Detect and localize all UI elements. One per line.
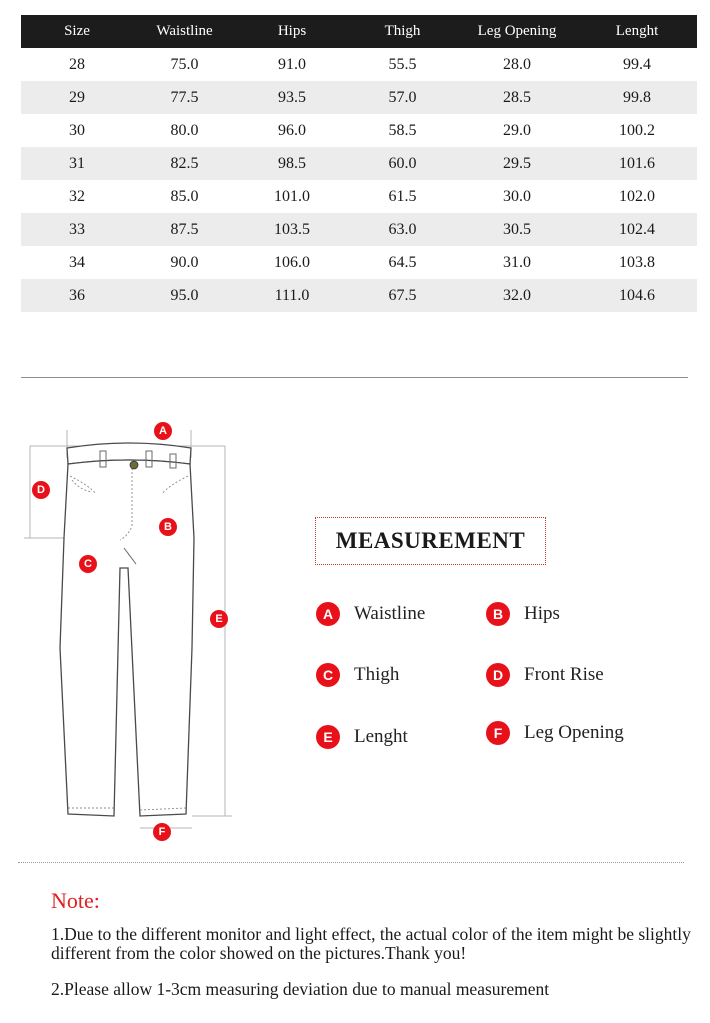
table-row <box>21 81 697 114</box>
size-chart-table <box>21 15 697 312</box>
column-header-size: Size <box>64 23 90 39</box>
legend-label: Leg Opening <box>524 722 624 743</box>
cell-length: 104.6 <box>619 286 655 304</box>
legend-label: Lenght <box>354 726 408 747</box>
cell-size: 32 <box>69 187 85 205</box>
table-row <box>21 279 697 312</box>
letter-a-icon: A <box>316 602 340 626</box>
column-header-thigh: Thigh <box>384 23 421 39</box>
marker-f-icon: F <box>153 823 171 841</box>
table-header <box>21 15 697 48</box>
letter-f-icon: F <box>486 721 510 745</box>
marker-d-icon: D <box>32 481 50 499</box>
cell-waistline: 85.0 <box>170 187 199 205</box>
cell-waistline: 90.0 <box>170 253 199 271</box>
cell-waistline: 87.5 <box>170 220 199 238</box>
cell-leg-opening: 28.5 <box>503 88 531 106</box>
cell-thigh: 57.0 <box>388 88 417 106</box>
letter-b-icon: B <box>486 602 510 626</box>
cell-length: 103.8 <box>619 253 655 271</box>
cell-length: 102.4 <box>619 220 655 238</box>
cell-thigh: 58.5 <box>388 121 417 139</box>
cell-hips: 111.0 <box>274 286 310 304</box>
cell-thigh: 63.0 <box>388 220 417 238</box>
cell-thigh: 55.5 <box>388 55 417 73</box>
letter-c-icon: C <box>316 663 340 687</box>
legend-item-length <box>316 725 408 749</box>
cell-length: 100.2 <box>619 121 655 139</box>
table-row <box>21 213 697 246</box>
cell-size: 29 <box>69 88 85 106</box>
marker-b-icon: B <box>159 518 177 536</box>
cell-hips: 96.0 <box>278 121 306 139</box>
legend-item-thigh <box>316 663 399 687</box>
cell-leg-opening: 29.0 <box>503 121 531 139</box>
legend-item-front-rise <box>486 663 604 687</box>
column-header-length: Lenght <box>615 23 659 39</box>
cell-hips: 106.0 <box>274 253 310 271</box>
cell-hips: 98.5 <box>278 154 306 172</box>
note-line-2: 2.Please allow 1-3cm measuring deviation due to manual measurement <box>51 979 550 999</box>
legend-item-leg-opening <box>486 721 624 745</box>
marker-a-icon: A <box>154 422 172 440</box>
letter-e-icon: E <box>316 725 340 749</box>
cell-waistline: 82.5 <box>170 154 199 172</box>
cell-thigh: 67.5 <box>388 286 417 304</box>
cell-size: 30 <box>69 121 85 139</box>
section-divider <box>21 377 688 378</box>
cell-leg-opening: 29.5 <box>503 154 531 172</box>
cell-thigh: 60.0 <box>388 154 417 172</box>
section-divider <box>18 862 684 863</box>
trousers-illustration <box>20 418 245 848</box>
cell-size: 34 <box>69 253 85 271</box>
legend-label: Waistline <box>354 603 426 624</box>
cell-waistline: 75.0 <box>170 55 199 73</box>
cell-hips: 103.5 <box>274 220 310 238</box>
cell-waistline: 77.5 <box>170 88 199 106</box>
cell-thigh: 61.5 <box>388 187 417 205</box>
cell-leg-opening: 30.5 <box>503 220 531 238</box>
cell-hips: 101.0 <box>274 187 310 205</box>
cell-length: 102.0 <box>619 187 655 205</box>
table-row <box>21 114 697 147</box>
column-header-leg-opening: Leg Opening <box>477 23 557 39</box>
cell-size: 31 <box>69 154 85 172</box>
measurement-title: MEASUREMENT <box>315 517 546 565</box>
letter-d-icon: D <box>486 663 510 687</box>
marker-c-icon: C <box>79 555 97 573</box>
column-header-hips: Hips <box>277 23 307 39</box>
legend-item-hips <box>486 602 560 626</box>
cell-waistline: 80.0 <box>170 121 199 139</box>
cell-hips: 91.0 <box>278 55 306 73</box>
table-row <box>21 48 697 81</box>
marker-e-icon: E <box>210 610 228 628</box>
legend-item-waistline <box>316 602 425 626</box>
legend-label: Front Rise <box>524 664 604 685</box>
note-line-1: 1.Due to the different monitor and light effect, the actual color of the item might be slightly different from the color showed on the pictures.Thank you! <box>51 924 691 963</box>
cell-size: 33 <box>69 220 85 238</box>
note-title: Note: <box>51 888 100 913</box>
trousers-measurement-diagram <box>20 418 245 848</box>
table-row <box>21 147 697 180</box>
cell-thigh: 64.5 <box>388 253 417 271</box>
cell-leg-opening: 28.0 <box>503 55 531 73</box>
table-row <box>21 180 697 213</box>
cell-leg-opening: 32.0 <box>503 286 531 304</box>
cell-length: 99.4 <box>623 55 651 73</box>
cell-length: 99.8 <box>623 88 651 106</box>
cell-hips: 93.5 <box>278 88 306 106</box>
legend-label: Thigh <box>354 664 400 685</box>
table-body <box>21 48 697 312</box>
cell-size: 28 <box>69 55 85 73</box>
cell-length: 101.6 <box>619 154 655 172</box>
column-header-waistline: Waistline <box>156 23 213 39</box>
legend-label: Hips <box>524 603 560 624</box>
table-row <box>21 246 697 279</box>
cell-size: 36 <box>69 286 85 304</box>
cell-leg-opening: 31.0 <box>503 253 531 271</box>
cell-leg-opening: 30.0 <box>503 187 531 205</box>
cell-waistline: 95.0 <box>170 286 199 304</box>
